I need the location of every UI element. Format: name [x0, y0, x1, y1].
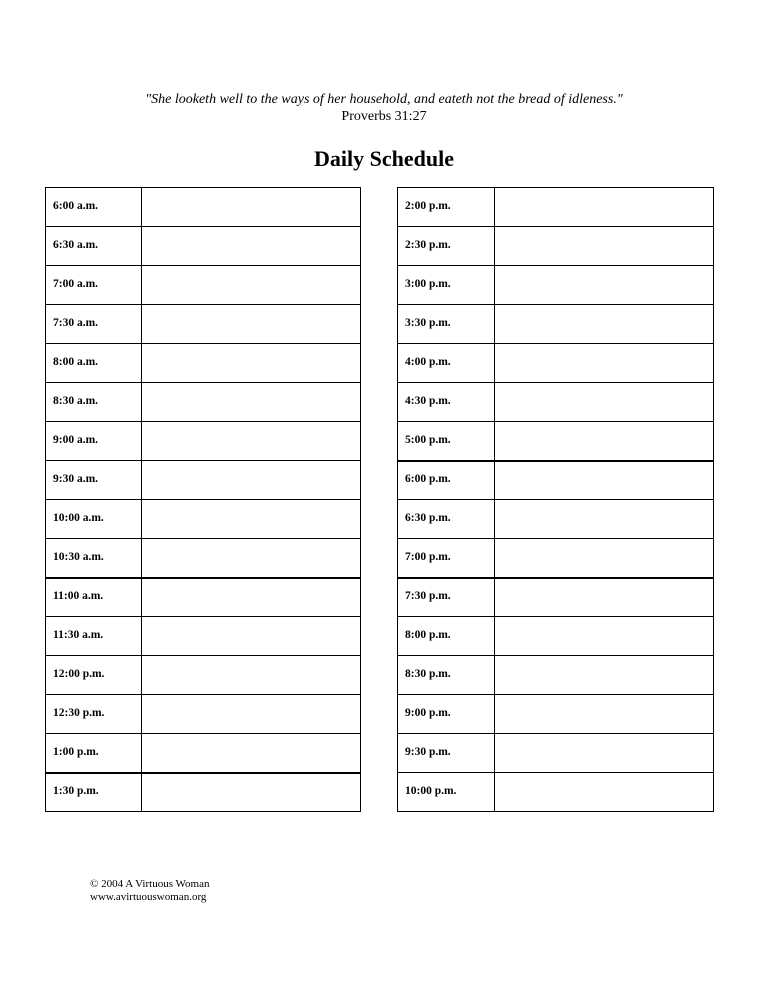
schedule-entry-cell[interactable] — [495, 422, 714, 461]
schedule-entry-cell[interactable] — [495, 344, 714, 383]
schedule-row — [398, 500, 714, 539]
schedule-entry-cell[interactable] — [495, 773, 714, 812]
schedule-row — [46, 617, 361, 656]
schedule-row — [46, 227, 361, 266]
schedule-entry-cell[interactable] — [495, 383, 714, 422]
scripture-quote: "She looketh well to the ways of her household, and eateth not the bread of idleness." — [145, 92, 623, 107]
schedule-table-afternoon — [397, 187, 714, 812]
schedule-row — [398, 656, 714, 695]
schedule-entry-cell[interactable] — [142, 188, 361, 227]
time-label: 7:00 a.m. — [46, 266, 142, 305]
schedule-entry-cell[interactable] — [142, 227, 361, 266]
time-label: 11:00 a.m. — [46, 578, 142, 617]
time-label: 10:30 a.m. — [46, 539, 142, 578]
time-label: 3:00 p.m. — [398, 266, 495, 305]
schedule-row — [398, 578, 714, 617]
time-label: 9:00 p.m. — [398, 695, 495, 734]
schedule-entry-cell[interactable] — [142, 461, 361, 500]
time-label: 7:30 a.m. — [46, 305, 142, 344]
schedule-entry-cell[interactable] — [495, 539, 714, 578]
schedule-entry-cell[interactable] — [142, 344, 361, 383]
schedule-entry-cell[interactable] — [495, 500, 714, 539]
schedule-row — [398, 695, 714, 734]
schedule-entry-cell[interactable] — [142, 656, 361, 695]
schedule-row — [46, 734, 361, 773]
schedule-entry-cell[interactable] — [142, 266, 361, 305]
schedule-entry-cell[interactable] — [142, 578, 361, 617]
schedule-row — [46, 266, 361, 305]
time-label: 6:30 a.m. — [46, 227, 142, 266]
time-label: 4:30 p.m. — [398, 383, 495, 422]
time-label: 1:30 p.m. — [46, 773, 142, 812]
schedule-row — [46, 656, 361, 695]
schedule-entry-cell[interactable] — [142, 500, 361, 539]
schedule-row — [46, 383, 361, 422]
time-label: 2:30 p.m. — [398, 227, 495, 266]
schedule-entry-cell[interactable] — [495, 578, 714, 617]
schedule-entry-cell[interactable] — [495, 617, 714, 656]
time-label: 8:00 p.m. — [398, 617, 495, 656]
schedule-entry-cell[interactable] — [142, 734, 361, 773]
schedule-entry-cell[interactable] — [495, 656, 714, 695]
website-link[interactable]: www.avirtuouswoman.org — [90, 891, 207, 903]
schedule-row — [46, 695, 361, 734]
schedule-entry-cell[interactable] — [495, 266, 714, 305]
schedule-row — [46, 500, 361, 539]
schedule-row — [46, 305, 361, 344]
schedule-row — [398, 617, 714, 656]
schedule-entry-cell[interactable] — [495, 227, 714, 266]
schedule-entry-cell[interactable] — [495, 461, 714, 500]
schedule-entry-cell[interactable] — [142, 383, 361, 422]
schedule-row — [46, 188, 361, 227]
schedule-entry-cell[interactable] — [495, 695, 714, 734]
schedule-entry-cell[interactable] — [495, 305, 714, 344]
time-label: 6:00 p.m. — [398, 461, 495, 500]
time-label: 11:30 a.m. — [46, 617, 142, 656]
schedule-row — [398, 305, 714, 344]
schedule-entry-cell[interactable] — [495, 734, 714, 773]
schedule-row — [398, 461, 714, 500]
time-label: 7:00 p.m. — [398, 539, 495, 578]
schedule-row — [398, 383, 714, 422]
time-label: 5:00 p.m. — [398, 422, 495, 461]
time-label: 4:00 p.m. — [398, 344, 495, 383]
schedule-row — [398, 227, 714, 266]
schedule-entry-cell[interactable] — [142, 422, 361, 461]
time-label: 10:00 a.m. — [46, 500, 142, 539]
schedule-row — [398, 188, 714, 227]
time-label: 6:30 p.m. — [398, 500, 495, 539]
schedule-table-morning — [45, 187, 361, 812]
schedule-row — [46, 422, 361, 461]
time-label: 10:00 p.m. — [398, 773, 495, 812]
footer — [90, 878, 209, 904]
schedule-row — [398, 422, 714, 461]
schedule-row — [398, 773, 714, 812]
schedule-row — [46, 773, 361, 812]
time-label: 2:00 p.m. — [398, 188, 495, 227]
schedule-entry-cell[interactable] — [142, 539, 361, 578]
schedule-entry-cell[interactable] — [142, 305, 361, 344]
time-label: 9:30 a.m. — [46, 461, 142, 500]
time-label: 12:30 p.m. — [46, 695, 142, 734]
time-label: 8:30 a.m. — [46, 383, 142, 422]
time-label: 3:30 p.m. — [398, 305, 495, 344]
time-label: 8:00 a.m. — [46, 344, 142, 383]
schedule-row — [46, 461, 361, 500]
copyright-text: © 2004 A Virtuous Woman — [90, 878, 210, 890]
time-label: 6:00 a.m. — [46, 188, 142, 227]
time-label: 7:30 p.m. — [398, 578, 495, 617]
schedule-row — [398, 266, 714, 305]
schedule-entry-cell[interactable] — [142, 617, 361, 656]
time-label: 12:00 p.m. — [46, 656, 142, 695]
schedule-row — [46, 578, 361, 617]
schedule-entry-cell[interactable] — [495, 188, 714, 227]
time-label: 9:00 a.m. — [46, 422, 142, 461]
page-title: Daily Schedule — [314, 146, 454, 171]
time-label: 8:30 p.m. — [398, 656, 495, 695]
schedule-entry-cell[interactable] — [142, 773, 361, 812]
schedule-row — [46, 344, 361, 383]
schedule-row — [398, 539, 714, 578]
schedule-entry-cell[interactable] — [142, 695, 361, 734]
schedule-row — [398, 344, 714, 383]
schedule-row — [46, 539, 361, 578]
time-label: 1:00 p.m. — [46, 734, 142, 773]
schedule-row — [398, 734, 714, 773]
time-label: 9:30 p.m. — [398, 734, 495, 773]
scripture-citation: Proverbs 31:27 — [341, 109, 427, 124]
